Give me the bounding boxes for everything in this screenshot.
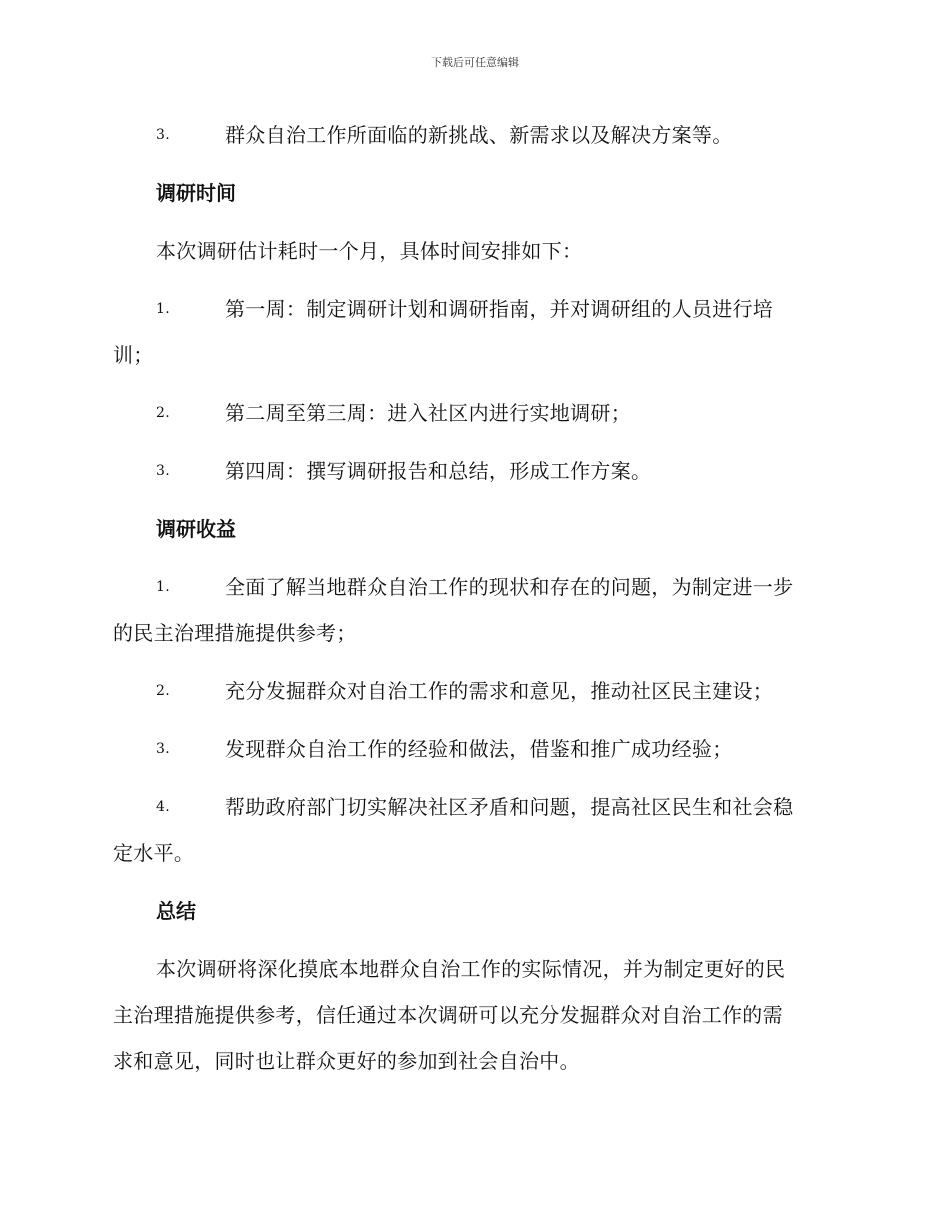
list-number: 3. xyxy=(156,127,170,143)
section-heading-summary: 总结 xyxy=(156,899,196,923)
list-text: 发现群众自治工作的经验和做法，借鉴和推广成功经验； xyxy=(225,737,733,761)
list-number: 3. xyxy=(156,741,170,757)
list-item xyxy=(113,784,835,876)
list-text: 第一周：制定调研计划和调研指南，并对调研组的人员进行培 xyxy=(225,297,774,321)
list-item xyxy=(113,448,835,494)
summary-paragraph xyxy=(113,946,835,1084)
summary-line: 本次调研将深化摸底本地群众自治工作的实际情况，并为制定更好的民 xyxy=(156,957,786,981)
summary-line: 主治理措施提供参考，信任通过本次调研可以充分发掘群众对自治工作的需 xyxy=(113,1003,783,1027)
schedule-intro: 本次调研估计耗时一个月，具体时间安排如下： xyxy=(156,239,583,263)
list-number: 1. xyxy=(156,579,170,595)
list-text: 帮助政府部门切实解决社区矛盾和问题，提高社区民生和社会稳 xyxy=(225,795,794,819)
list-item xyxy=(113,112,835,158)
list-text-continued: 训； xyxy=(113,343,154,367)
list-number: 2. xyxy=(156,405,170,421)
list-text-continued: 定水平。 xyxy=(113,841,195,865)
list-item xyxy=(113,286,835,378)
page-header: 下载后可任意编辑 xyxy=(431,56,519,69)
list-number: 4. xyxy=(156,799,170,815)
list-item xyxy=(113,390,835,436)
list-number: 1. xyxy=(156,301,170,317)
list-text: 群众自治工作所面临的新挑战、新需求以及解决方案等。 xyxy=(225,123,733,147)
list-item xyxy=(113,564,835,656)
list-number: 3. xyxy=(156,463,170,479)
list-text: 第二周至第三周：进入社区内进行实地调研； xyxy=(225,401,631,425)
list-item xyxy=(113,668,835,714)
document-body xyxy=(113,112,835,1084)
section-heading-benefits: 调研收益 xyxy=(156,517,236,541)
section-heading-schedule: 调研时间 xyxy=(156,181,236,205)
summary-line: 求和意见，同时也让群众更好的参加到社会自治中。 xyxy=(113,1049,580,1073)
list-text: 全面了解当地群众自治工作的现状和存在的问题，为制定进一步 xyxy=(225,575,794,599)
list-text: 第四周：撰写调研报告和总结，形成工作方案。 xyxy=(225,459,652,483)
list-number: 2. xyxy=(156,683,170,699)
list-text-continued: 的民主治理措施提供参考； xyxy=(113,621,357,645)
list-item xyxy=(113,726,835,772)
list-text: 充分发掘群众对自治工作的需求和意见，推动社区民主建设； xyxy=(225,679,774,703)
